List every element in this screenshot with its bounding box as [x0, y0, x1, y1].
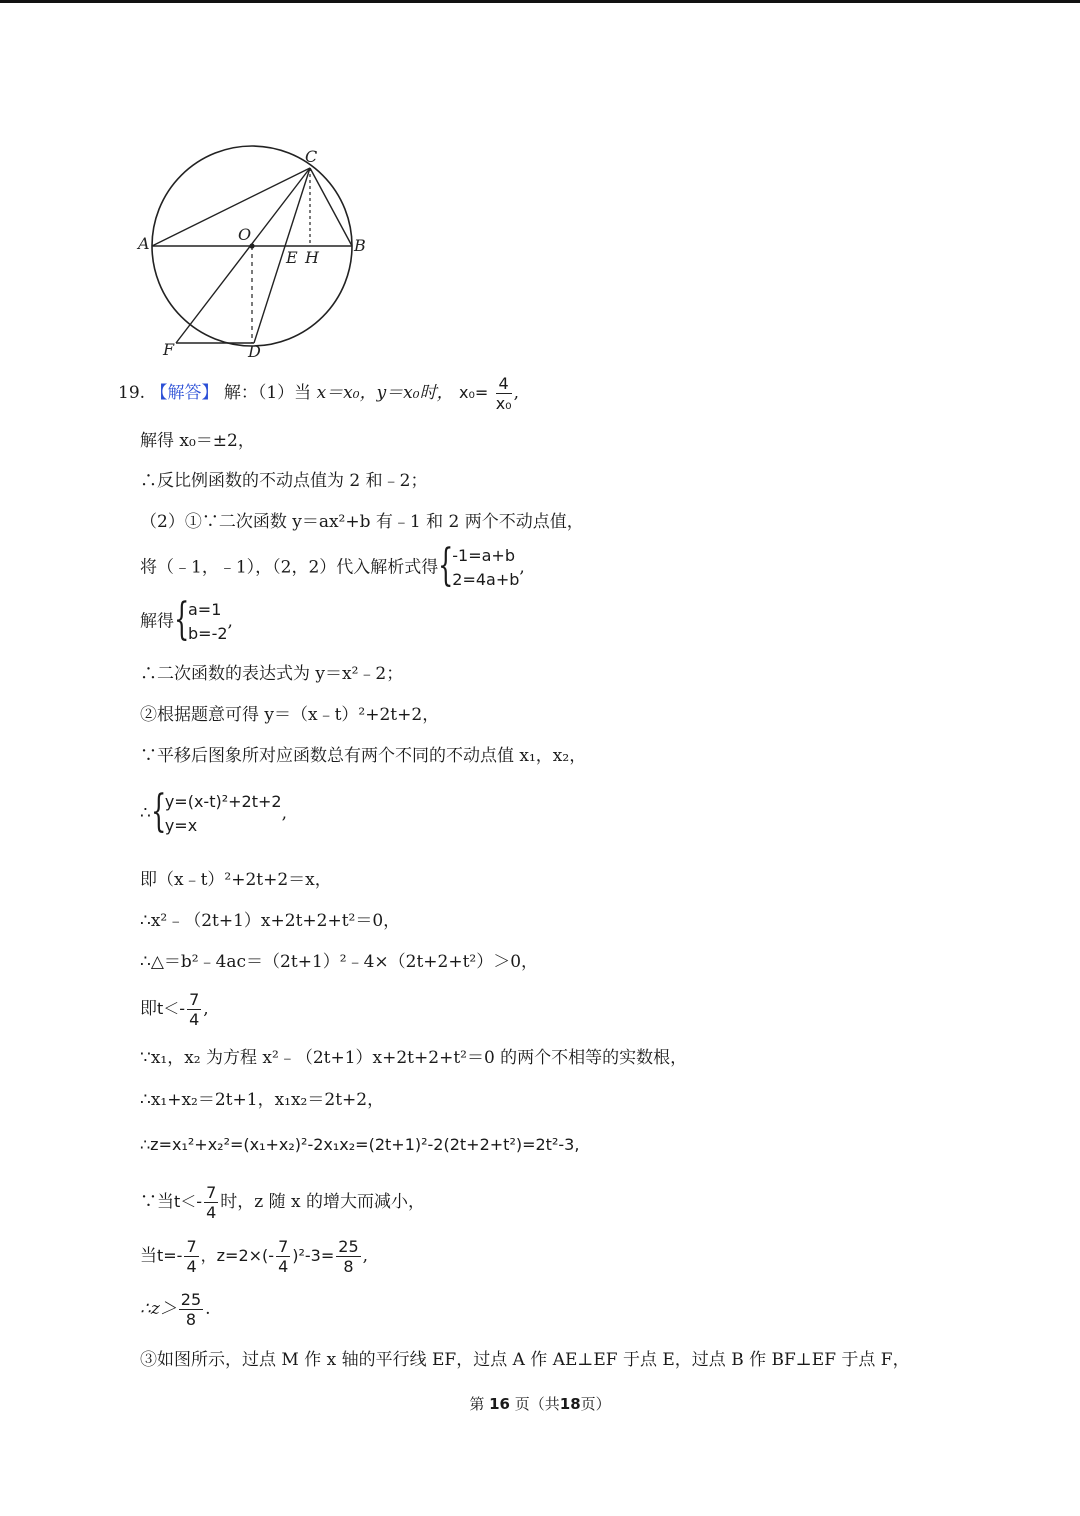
system-row-2: b=-2 — [188, 624, 228, 643]
answer-tag: 【解答】 — [150, 383, 219, 403]
chord-cb — [310, 168, 352, 246]
answer-line-17: ∴z=x₁²+x₂²=(x₁+x₂)²-2x₁x₂=(2t+1)²-2(2t+2+t²)=2t²-3, — [140, 1135, 580, 1154]
text: 将（﹣1，﹣1），（2，2）代入解析式得 — [140, 557, 439, 578]
system-row-1: y=(x-t)²+2t+2 — [164, 792, 282, 811]
label-c: C — [305, 147, 318, 166]
answer-line-7: ∴二次函数的表达式为 y＝x²﹣2； — [140, 664, 404, 684]
page-footer — [0, 1393, 1080, 1414]
condition: x＝x₀，y＝x₀时， — [316, 383, 454, 403]
question-number: 19. — [118, 383, 146, 403]
inequality: t＜- — [174, 1192, 203, 1211]
total-pages: 18 — [559, 1395, 581, 1413]
answer-line-9: ∵平移后图象所对应函数总有两个不同的不动点值 x₁，x₂， — [140, 746, 587, 766]
equation: ，z=2×(- — [200, 1246, 275, 1265]
label-f: F — [163, 340, 175, 359]
denominator: 8 — [343, 1257, 354, 1276]
fraction — [187, 990, 201, 1029]
answer-line-13: ∴△＝b²﹣4ac＝（2t+1）²﹣4×（2t+2+t²）＞0， — [140, 952, 539, 972]
footer-text: 第 — [469, 1395, 485, 1413]
numerator: 25 — [180, 1290, 202, 1309]
inequality: t＜- — [157, 999, 186, 1018]
system-row-2: 2=4a+b — [452, 570, 520, 589]
denominator: 4 — [186, 1257, 197, 1276]
numerator: 7 — [206, 1183, 217, 1202]
system-row-2: y=x — [164, 816, 198, 835]
answer-line-2: 解得 x₀＝±2， — [140, 431, 255, 451]
answer-line-16: ∴x₁+x₂＝2t+1，x₁x₂＝2t+2， — [140, 1090, 385, 1110]
text: 时，z 随 x 的增大而减小， — [220, 1192, 426, 1212]
center-point — [249, 243, 254, 248]
label-d: D — [248, 342, 261, 361]
answer-line-18 — [140, 1183, 425, 1222]
circle-figure — [130, 145, 370, 365]
label-e: E — [286, 248, 298, 267]
label-a: A — [138, 234, 150, 253]
solution-system: { a=1 b=-2 — [174, 594, 228, 645]
text: 解得 — [140, 611, 174, 632]
denominator: 8 — [185, 1310, 197, 1329]
label-b: B — [354, 236, 366, 255]
answer-line-11: 即（x﹣t）²+2t+2＝x， — [140, 870, 332, 890]
denominator: x₀ — [495, 394, 512, 413]
answer-line-5: 将（﹣1，﹣1），（2，2）代入解析式得 { -1=a+b 2=4a+b , — [140, 540, 525, 591]
answer-line-8: ②根据题意可得 y＝（x﹣t）²+2t+2， — [140, 705, 440, 725]
equation: )²-3= — [292, 1246, 335, 1265]
answer-line-3: ∴反比例函数的不动点值为 2 和﹣2； — [140, 471, 428, 491]
label-h: H — [305, 248, 319, 267]
numerator: 25 — [338, 1237, 359, 1256]
denominator: 4 — [206, 1203, 217, 1222]
answer-line-1: 19. 【解答】 解：（1）当 x＝x₀，y＝x₀时， x₀= $\frac{4}{\text{x₀}}$ , — [118, 374, 519, 413]
numerator: 7 — [189, 990, 200, 1009]
denominator: 4 — [189, 1010, 200, 1029]
text: ∵当 — [140, 1192, 174, 1212]
fraction — [179, 1290, 203, 1329]
numerator: 7 — [278, 1237, 289, 1256]
fraction — [276, 1237, 290, 1276]
text: 当 — [140, 1246, 157, 1266]
footer-text: 页（共 — [514, 1395, 560, 1413]
answer-line-10: ∴ { y=(x-t)²+2t+2 y=x , — [140, 786, 287, 837]
text: ∴z＞ — [140, 1299, 177, 1319]
answer-line-12: ∴x²﹣（2t+1）x+2t+2+t²＝0， — [140, 911, 401, 931]
answer-line-19: 当t=- $\frac{7}{4}$ ，z=2×(- $\frac{7}{4}$ )²-3= $\frac{25}{8}$ , — [140, 1237, 369, 1276]
line-cd — [254, 168, 310, 343]
chord-ac — [152, 168, 310, 246]
equation-system: { y=(x-t)²+2t+2 y=x — [150, 786, 282, 837]
system-row-1: -1=a+b — [452, 546, 515, 565]
answer-line-6: 解得 { a=1 b=-2 , — [140, 594, 233, 645]
fraction — [336, 1237, 360, 1276]
text: 即 — [140, 999, 157, 1019]
equation-system: { -1=a+b 2=4a+b — [438, 540, 520, 591]
fraction — [184, 1237, 198, 1276]
label-o: O — [238, 225, 252, 244]
numerator: 4 — [496, 374, 512, 394]
system-row-1: a=1 — [188, 600, 222, 619]
fraction — [496, 374, 512, 413]
answer-line-21: ③如图所示，过点 M 作 x 轴的平行线 EF，过点 A 作 AE⊥EF 于点 E，过点 B 作 BF⊥EF 于点 F， — [140, 1350, 910, 1370]
denominator: 4 — [278, 1257, 289, 1276]
answer-line-14: 即t＜- $\frac{7}{4}$ , — [140, 990, 209, 1029]
numerator: 7 — [186, 1237, 197, 1256]
equation: t=- — [157, 1246, 183, 1265]
fraction — [204, 1183, 218, 1222]
top-border — [0, 0, 1080, 3]
answer-line-4: （2）①∵二次函数 y＝ax²+b 有﹣1 和 2 两个不动点值， — [140, 512, 584, 532]
equation-left: x₀= — [459, 383, 489, 402]
page-number: 16 — [489, 1395, 510, 1413]
answer-line-15: ∵x₁，x₂ 为方程 x²﹣（2t+1）x+2t+2+t²＝0 的两个不相等的实数根， — [140, 1048, 688, 1068]
answer-line-20: ∴z＞ $\frac{25}{8}$ . — [140, 1290, 211, 1329]
text: 解：（1）当 — [223, 383, 312, 403]
footer-text: 页） — [580, 1395, 611, 1413]
